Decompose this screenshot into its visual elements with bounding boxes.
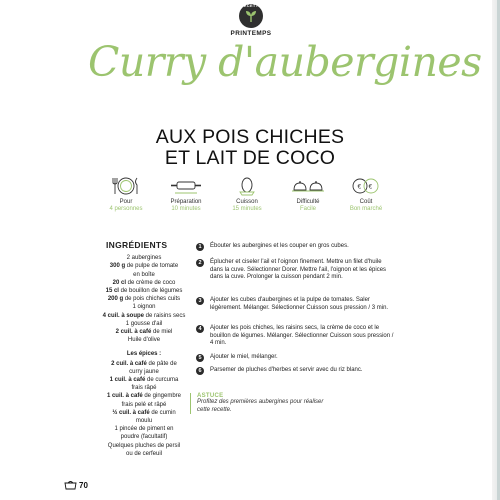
svg-text:€: € [368,183,373,191]
ingredient-line [88,279,200,287]
ingredients-title: INGRÉDIENTS [106,240,168,250]
ingredient-line [88,271,200,279]
ingredient-quantity: 300 g [109,263,126,270]
ingredient-text: de pulpe de tomate [125,263,179,270]
sprout-icon [244,9,258,23]
ingredient-text: de miel [151,329,173,336]
ingredient-text: 1 oignon [132,304,156,311]
ingredient-quantity: 4 cuil. à soupe [102,312,144,319]
recipe-subtitle-line-1: AUX POIS CHICHES [155,126,345,148]
ingredient-quantity: 2 cuil. à café [115,329,152,336]
ingredients-spices [88,360,200,458]
ingredient-line [88,328,200,336]
ingredient-text: ou de cerfeuil [125,450,163,457]
stat-label: Coût [359,199,373,205]
ingredient-quantity: 200 g [107,296,124,303]
step-text: Ébouter les aubergines et les couper en gros cubes. [210,243,349,249]
ingredients-list [88,241,200,458]
ingredient-text: curry jaune [129,368,159,375]
ingredient-line [88,295,200,303]
stat-cost [338,176,394,213]
step-number: 6 [196,367,204,375]
step-number: 2 [196,259,204,267]
ingredient-quantity: 1 cuil. à café [109,377,146,384]
ingredient-line [88,392,200,400]
step-text: Ajouter les pois chiches, les raisins secs, la crème de coco et le bouillon de légumes. Mélanger. Sélectionner Cuisson sous pression / 4 min. [210,325,394,347]
ingredient-text: 1 pincée de piment en [114,426,174,433]
step-text: Parsemer de pluches d'herbes et servir avec du riz blanc. [210,367,363,373]
ingredient-line [88,368,200,376]
step-number: 5 [196,354,204,362]
ingredient-line [88,442,200,450]
ingredient-quantity: 2 cuil. à café [111,360,147,367]
step-text: Ajouter les cubes d'aubergines et la pulpe de tomates. Saler légèrement. Mélanger. Sélectionner Cuisson sous pression / 3 min. [210,297,389,311]
badge-circle [239,4,263,28]
ingredient-quantity: 1 cuil. à café [106,393,143,400]
ingredient-text: de pois chiches cuits [123,296,181,303]
ingredient-text: poudre (facultatif) [120,434,168,441]
stat-preparation [158,176,214,213]
ingredient-text: en boîte [133,271,155,278]
ingredient-line [88,303,200,311]
ingredient-text: 1 gousse d'ail [125,320,163,327]
ingredient-text: de gingembre [142,393,182,400]
stat-servings [98,176,154,213]
ingredient-text: Huile d'olive [127,337,161,344]
step-number: 3 [196,297,204,305]
ingredient-line [88,376,200,384]
page-number [64,479,88,491]
stat-cooking [219,176,275,213]
ingredient-quantity: ½ cuil. à café [112,409,150,416]
stat-label: Cuisson [236,199,258,205]
ingredients-main [88,254,200,344]
season-badge [224,4,278,37]
recipe-title-script: Curry d'aubergines [88,38,482,86]
page-number-text: 70 [79,480,88,490]
ingredient-quantity: 20 cl [112,279,126,286]
badge-top-text: RECETTE [240,3,262,8]
rolling-pin-icon [169,176,203,196]
tip-box [190,393,337,414]
ingredient-line [88,312,200,320]
pot-icon [64,480,77,490]
ingredient-line [88,336,200,344]
stat-value: 4 personnes [109,206,143,212]
step-number: 4 [196,325,204,333]
ingredient-line [88,425,200,433]
ingredient-text: Quelques pluches de persil [107,442,181,449]
egg-timer-icon [236,176,258,196]
step-number: 1 [196,243,204,251]
ingredient-line [88,287,200,295]
step-text: Ajouter le miel, mélanger. [210,354,278,360]
ingredient-line [88,254,200,262]
ingredient-text: 2 aubergines [126,255,162,262]
step-text: Éplucher et ciseler l'ail et l'oignon finement. Mettre un filet d'huile dans la cuve. Sélectionner Dorer. Mettre l'ail, l'oignon et les épices dans la cuve. Prolonger la cuisson pendant 2 min. [210,259,387,281]
coins-icon [349,176,383,196]
ingredient-line [88,262,200,270]
stat-value: 10 minutes [171,206,201,212]
ingredient-text: de crème de coco [126,279,176,286]
ingredient-text: de curcuma [145,377,179,384]
ingredient-line [88,450,200,458]
recipe-stats [98,176,398,222]
stat-value: Facile [299,206,316,212]
ingredient-text: de bouillon de légumes [118,288,183,295]
spices-title: Les épices : [126,351,162,358]
stat-difficulty [280,176,336,213]
plate-icon [111,176,141,196]
tip-title: ASTUCE [197,393,224,399]
ingredient-line [88,384,200,392]
ingredient-line [88,433,200,441]
ingredient-text: de cumin [149,409,176,416]
ingredient-text: frais pelé et râpé [121,401,167,408]
stat-value: 15 minutes [232,206,262,212]
ingredient-quantity: 15 cl [105,288,119,295]
recipe-subtitle-line-2: ET LAIT DE COCO [164,147,336,169]
cloche-icon [291,176,325,196]
stat-label: Préparation [170,199,202,205]
ingredient-line [88,409,200,417]
svg-text:€: € [357,183,362,191]
tip-text: Profitez des premières aubergines pour réaliser cette recette. [197,399,324,413]
stat-label: Difficulté [296,199,320,205]
ingredient-line [88,320,200,328]
ingredient-line [88,417,200,425]
ingredient-text: frais râpé [131,385,157,392]
ingredient-text: de pâte de [146,360,177,367]
ingredient-line [88,401,200,409]
stat-label: Pour [119,199,133,205]
ingredient-line [88,360,200,368]
badge-label: PRINTEMPS [230,30,272,37]
ingredient-text: moulu [135,418,153,425]
ingredient-text: de raisins secs [144,312,186,319]
stat-value: Bon marché [349,206,383,212]
